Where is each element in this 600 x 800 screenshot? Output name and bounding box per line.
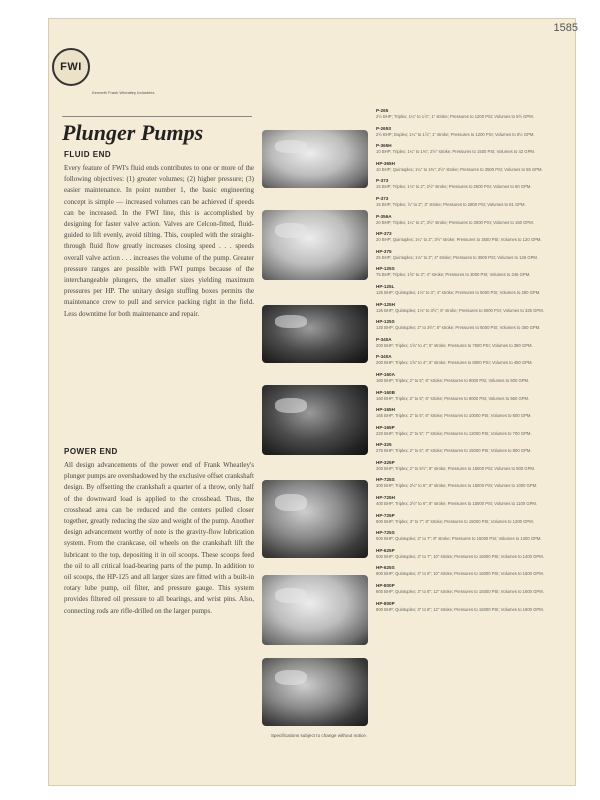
spec-item [376, 302, 562, 314]
spec-description: 800 BHP; Quintuplex; 3" to 8"; 10" stroke; Pressures to 15000 PSI; Volumes to 1500 GPM. [376, 571, 544, 577]
spec-model: P-373 [376, 178, 389, 184]
spec-item [376, 460, 562, 472]
title-rule [62, 116, 252, 117]
spec-model: HP-160A [376, 371, 395, 377]
spec-model: P-265S [376, 125, 392, 131]
spec-model: HP-625P [376, 547, 395, 553]
spec-description: 300 BHP; Triplex; 2½" to 6"; 8" stroke; Pressures to 15000 PSI; Volumes to 1000 GPM. [376, 483, 538, 489]
power-end-text: All design advancements of the power end of Frank Wheatley's plunger pumps are overshadowed by the exclusive offset crankshaft design. By offsetting the crankshaft a quarter of a throw, only half of the downward load is applied to the crosshead. Thus, the crosshead area can be reduced and the centers pulled closer together, greatly reducing the size and weight of the pump. Another design advancement worthy of note is the gravity-flow lubrication system. From the crankcase, oil wheels on the crankshaft lift the lubricant to the top, depositing it in oil scoops. These scoops feed the oil to all critical load-bearing parts of the pump. In addition to oil scoops, the HP-125 and all larger sizes are fitted with a built-in rotary lube pump, oil filter, and pressure gauge. This system provides filtered oil pressure to all bearings, and wrist pins. Also, connecting rods are rifle-drilled on the larger pumps. [64, 461, 254, 615]
spec-description: 10 BHP; Triplex; 1¼" to 1⅜"; 2½" stroke; Pressures to 1500 PSI; Volumes to 42 GPM. [376, 149, 536, 155]
spec-model: P-265 [376, 108, 389, 113]
pump-photo-2 [262, 210, 368, 280]
spec-item [376, 249, 562, 261]
spec-model: P-340A [376, 354, 392, 360]
spec-model: HP-165P [376, 424, 395, 430]
spec-item [376, 530, 562, 542]
fwi-logo [52, 48, 90, 86]
spec-model: HP-125H [376, 301, 395, 307]
spec-model: HP-160B [376, 389, 395, 395]
spec-description: 2½ BHP; Triplex; 1¼" to 1⅞"; 1" stroke; Pressures to 1200 PSI; Volumes to 9½ GPM. [376, 114, 534, 119]
spec-description: 200 BHP; Triplex; 1⅝" to 4"; 6" stroke; Pressures to 8000 PSI; Volumes to 450 GPM. [376, 360, 533, 366]
spec-description: 25 BHP; Quintuplex; 1⅛" to 2"; 4" stroke; Pressures to 3500 PSI; Volumes to 126 GPM. [376, 254, 539, 260]
spec-description: 500 BHP; Quintuplex; 3" to 7"; 10" stroke; Pressures to 15000 PSI; Volumes to 1400 GPM. [376, 553, 544, 559]
spec-item [376, 495, 562, 507]
spec-description: 800 BHP; Quintuplex; 3" to 8"; 12" stroke; Pressures to 15000 PSI; Volumes to 1600 GPM. [376, 589, 544, 595]
logo-text: FWI [60, 61, 82, 73]
spec-description: 300 BHP; Triplex; 2" to 5½"; 8" stroke; Pressures to 15000 PSI; Volumes to 900 GPM. [376, 465, 536, 471]
spec-description: 10 BHP; Quintuplex; 1¼" to 1⅜"; 2½" stroke; Pressures to 3500 PSI; Volumes to 55 GPM. [376, 166, 543, 172]
pump-photo-5 [262, 480, 368, 558]
spec-description: 500 BHP; Quintuplex; 3" to 7"; 8" stroke; Pressures to 15000 PSI; Volumes to 1300 GPM. [376, 536, 542, 542]
spec-model: HP-375 [376, 248, 392, 254]
pump-photo-3 [262, 305, 368, 363]
spec-model: HP-365H [376, 160, 395, 166]
spec-list [376, 108, 562, 618]
fluid-end-heading: FLUID END [64, 150, 112, 159]
spec-item [376, 337, 562, 349]
spec-item [376, 284, 562, 296]
spec-model: HP-725S [376, 477, 395, 483]
spec-item [376, 354, 562, 366]
spec-description: 15 BHP; Triplex; ⅞" to 2"; 3" stroke; Pressures to 2800 PSI; Volumes to 81 GPM. [376, 201, 526, 207]
spec-item [376, 266, 562, 278]
spec-item [376, 319, 562, 331]
spec-model: P-356A [376, 213, 392, 219]
spec-description: 200 BHP; Triplex; 1⅝" to 4"; 5" stroke; Pressures to 7500 PSI; Volumes to 380 GPM. [376, 342, 533, 348]
spec-description: 400 BHP; Triplex; 2½" to 6"; 8" stroke; Pressures to 15000 PSI; Volumes to 1100 GPM. [376, 501, 538, 507]
spec-description: 20 BHP; Quintuplex; 1¼" to 2"; 3½" stroke; Pressures to 3500 PSI; Volumes to 120 GPM. [376, 237, 542, 243]
spec-description: 220 BHP; Triplex; 2" to 5"; 7" stroke; Pressures to 12000 PSI; Volumes to 700 GPM. [376, 430, 532, 436]
spec-description: 15 BHP; Triplex; 1⅛" to 2"; 2½" stroke; Pressures to 2500 PSI; Volumes to 60 GPM. [376, 184, 532, 190]
spec-model: HP-725S [376, 530, 395, 536]
spec-model: HP-800P [376, 583, 395, 589]
pump-photo-4 [262, 385, 368, 455]
spec-item [376, 126, 562, 138]
spec-description: 275 BHP; Triplex; 2" to 5"; 8" stroke; Pressures to 15000 PSI; Volumes to 800 GPM. [376, 448, 532, 454]
spec-description: 160 BHP; Triplex; 2" to 5"; 6" stroke; Pressures to 9000 PSI; Volumes to 500 GPM. [376, 377, 530, 383]
spec-model: HP-125S [376, 319, 395, 325]
spec-description: 165 BHP; Triplex; 2" to 5"; 6" stroke; Pressures to 10000 PSI; Volumes to 600 GPM. [376, 413, 532, 419]
fluid-end-text: Every feature of FWI's fluid ends contributes to one or more of the following objectives: (1) greater volumes; (2) higher pressure; (3) easier maintenance. In point number 1, the basic engineering concept is simple — increased volumes can be achieved if speeds can be increased. In the FWI line, this is accomplished by designing for faster valve action. Valves are Celcon-fitted, fluid-guided to lift evenly, avoid tilting. This, coupled with the straight-through fluid flow greatly increases closing speed . . . speeds overall valve action . . . increases the volume of the pump. Greater pressure ranges are possible with FWI pumps because of the interchangeable plungers, the smaller sizes yielding maximum pressures per HP. The unitary design stuffing boxes permits the maintenance crew to pull and service packing right in the field. Less downtime for both maintenance and repair. [64, 164, 254, 318]
specs-caption: Specifications subject to change without notice. [270, 733, 368, 738]
spec-description: 125 BHP; Quintuplex; 1⅛" to 3½"; 5" stroke; Pressures to 5000 PSI; Volumes to 325 GPM. [376, 307, 544, 313]
spec-item [376, 214, 562, 226]
spec-item [376, 601, 562, 613]
spec-description: 125 BHP; Quintuplex; 1⅛" to 3"; 4" stroke; Pressures to 5000 PSI; Volumes to 280 GPM. [376, 289, 541, 295]
pump-photo-1 [262, 130, 368, 188]
company-name: Kenneth Frank Wheatley Industries [92, 90, 155, 95]
spec-model: HP-625S [376, 565, 395, 571]
spec-item [376, 390, 562, 402]
spec-description: 800 BHP; Quintuplex; 3" to 8"; 12" stroke; Pressures to 15000 PSI; Volumes to 1800 GPM. [376, 606, 544, 612]
spec-item [376, 583, 562, 595]
page-number: 1585 [553, 22, 578, 34]
spec-description: 20 BHP; Triplex; 1¼" to 2"; 3½" stroke; Pressures to 3000 PSI; Volumes to 150 GPM. [376, 219, 534, 225]
spec-item [376, 425, 562, 437]
pump-photo-6 [262, 575, 368, 645]
spec-description: 500 BHP; Triplex; 3" to 7"; 8" stroke; Pressures to 15000 PSI; Volumes to 1200 GPM. [376, 518, 534, 524]
spec-model: HP-125S [376, 266, 395, 272]
spec-model: HP-800P [376, 600, 395, 606]
spec-item [376, 178, 562, 190]
spec-description: 125 BHP; Quintuplex; 2" to 3½"; 5" stroke; Pressures to 5000 PSI; Volumes to 350 GPM. [376, 325, 541, 331]
power-end-heading: POWER END [64, 447, 118, 456]
spec-model: P-340A [376, 336, 392, 342]
spec-model: P-373 [376, 195, 389, 201]
page-title: Plunger Pumps [62, 120, 204, 145]
spec-model: HP-373 [376, 231, 392, 237]
spec-item [376, 372, 562, 384]
spec-model: HP-725P [376, 512, 395, 518]
spec-item [376, 196, 562, 208]
spec-item [376, 143, 562, 155]
spec-model: HP-325P [376, 459, 395, 465]
spec-item [376, 161, 562, 173]
spec-description: 75 BHP; Triplex; 1⅝" to 3"; 4" stroke; Pressures to 3000 PSI; Volumes to 245 GPM. [376, 272, 531, 278]
spec-model: HP-125L [376, 283, 395, 289]
spec-item [376, 407, 562, 419]
spec-item [376, 108, 562, 120]
spec-item [376, 548, 562, 560]
spec-item [376, 442, 562, 454]
spec-item [376, 477, 562, 489]
spec-description: 160 BHP; Triplex; 2" to 5"; 6" stroke; Pressures to 9000 PSI; Volumes to 560 GPM. [376, 395, 530, 401]
pump-photo-7 [262, 658, 368, 726]
spec-description: 2½ BHP; Duplex; 1¼" to 1⅞"; 1" stroke; Pressures to 1200 PSI; Volumes to 6½ GPM. [376, 131, 535, 137]
spec-model: HP-725H [376, 495, 395, 501]
spec-item [376, 231, 562, 243]
spec-model: HP-165H [376, 407, 395, 413]
spec-model: HP-325 [376, 442, 392, 448]
spec-item [376, 513, 562, 525]
spec-item [376, 565, 562, 577]
spec-model: P-365H [376, 143, 392, 149]
